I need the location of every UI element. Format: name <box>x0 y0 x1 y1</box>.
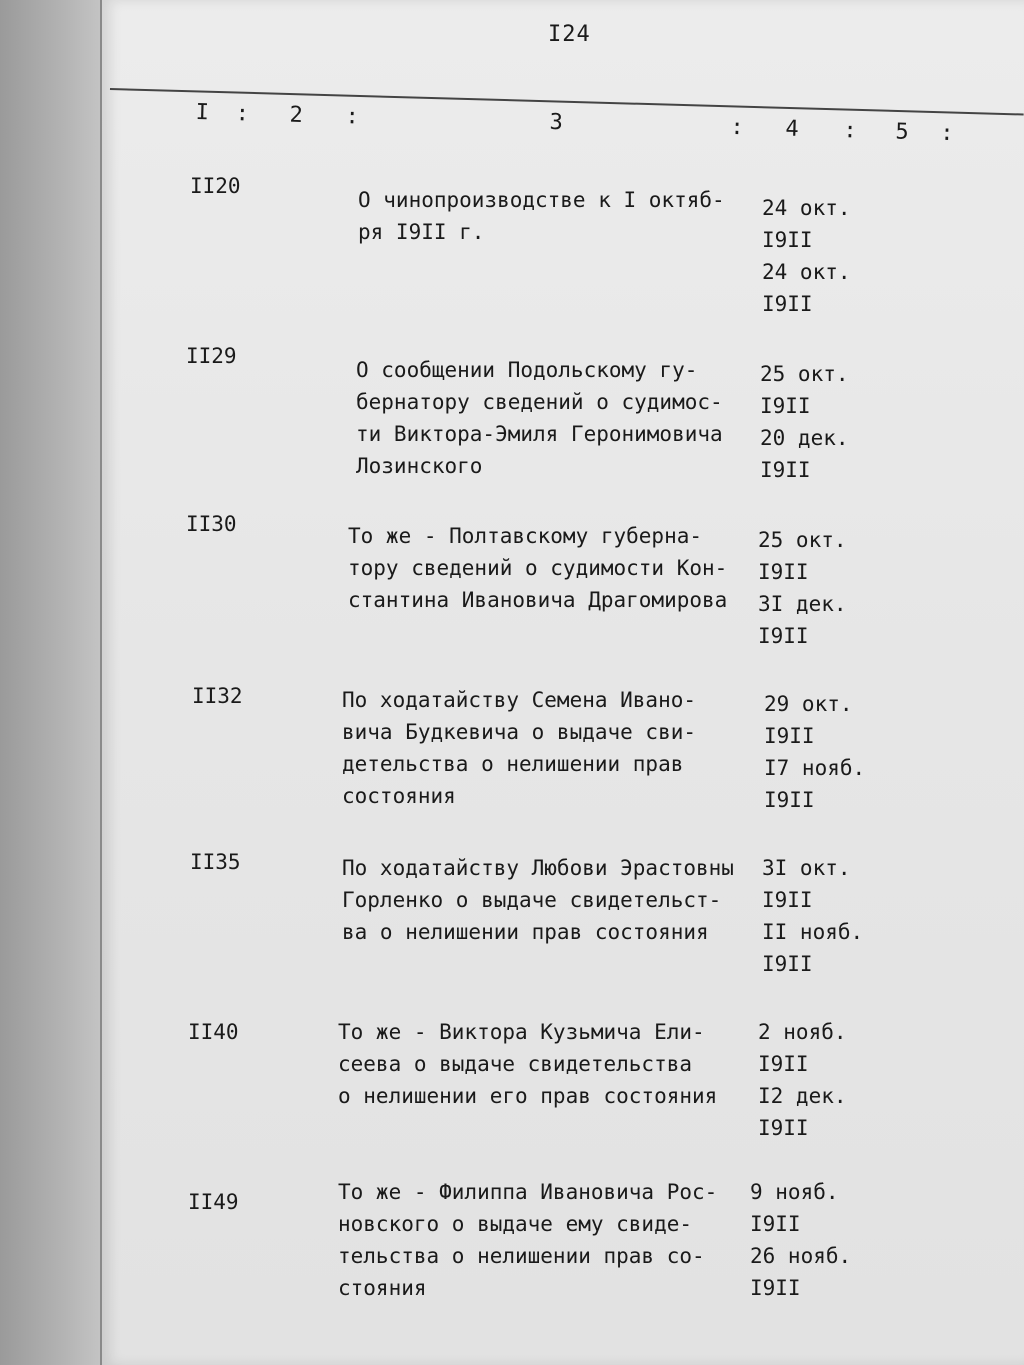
column-header-2: 2 <box>289 102 304 128</box>
entry-dates: 25 окт. I9II 20 дек. I9II <box>760 362 849 482</box>
column-header-separator: : <box>235 101 250 127</box>
page-number: I24 <box>548 22 591 47</box>
column-header-separator: : <box>843 118 857 144</box>
entry-number: II49 <box>188 1190 239 1214</box>
entry-description: То же - Виктора Кузьмича Ели- сеева о выдаче свидетельства о нелишении его прав состояния <box>338 1020 718 1108</box>
entry-number: II40 <box>188 1020 239 1044</box>
entry-description: О сообщении Подольскому гу- бернатору сведений о судимос- ти Виктора-Эмиля Геронимовича Лозинского <box>356 358 723 478</box>
entry-dates: 29 окт. I9II I7 нояб. I9II <box>764 692 866 812</box>
entry-number: II20 <box>190 174 241 198</box>
entry-dates: 24 окт. I9II 24 окт. I9II <box>762 196 851 316</box>
column-header-4: 4 <box>785 116 800 142</box>
entry-description: То же - Филиппа Ивановича Рос- новского о выдаче ему свиде- тельства о нелишении прав со- стояния <box>338 1180 718 1300</box>
entry-dates: 25 окт. I9II 3I дек. I9II <box>758 528 847 648</box>
entry-number: II35 <box>190 850 241 874</box>
entry-number: II32 <box>192 684 243 708</box>
entry-number: II30 <box>186 512 237 536</box>
column-header-separator: : <box>345 104 360 130</box>
entry-dates: 9 нояб. I9II 26 нояб. I9II <box>750 1180 852 1300</box>
column-header-5: 5 <box>895 119 909 145</box>
entry-number: II29 <box>186 344 237 368</box>
entry-description: То же - Полтавскому губерна- тору сведений о судимости Кон- стантина Ивановича Драгомирова <box>348 524 728 612</box>
entry-description: По ходатайству Любови Эрастовны Горленко о выдаче свидетельст- ва о нелишении прав состояния <box>342 856 734 944</box>
column-header-3: 3 <box>549 109 564 136</box>
column-header-separator: : <box>730 114 745 141</box>
entry-dates: 2 нояб. I9II I2 дек. I9II <box>758 1020 847 1140</box>
entry-description: По ходатайству Семена Ивано- вича Будкевича о выдаче сви- детельства о нелишении прав состояния <box>342 688 697 808</box>
entry-description: О чинопроизводстве к I октяб- ря I9II г. <box>358 188 725 244</box>
entry-dates: 3I окт. I9II II нояб. I9II <box>762 856 864 976</box>
column-header-separator: : <box>940 120 954 147</box>
facing-page-edge <box>0 0 108 1365</box>
column-header-1: I <box>195 100 210 126</box>
